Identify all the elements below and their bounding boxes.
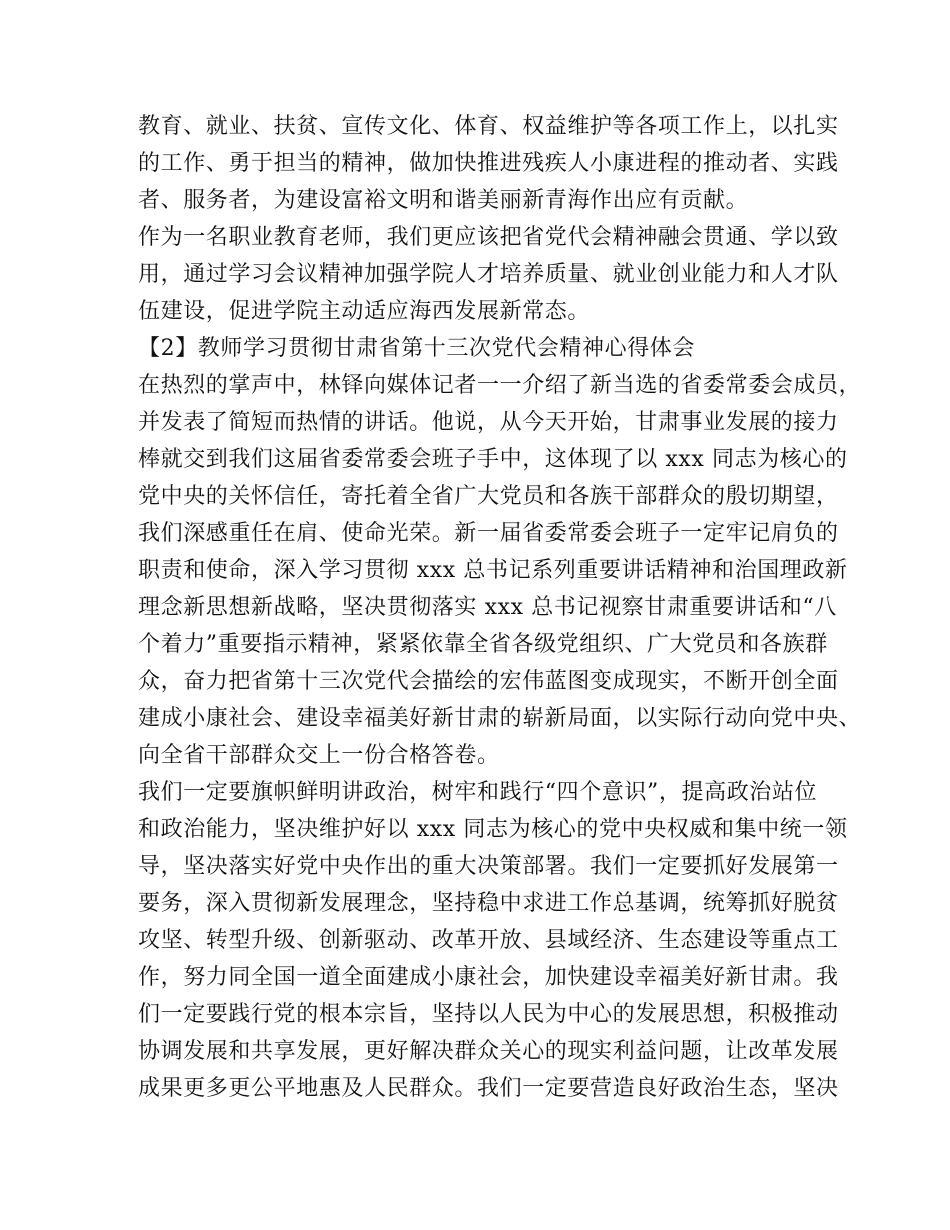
text-line: 要务，深入贯彻新发展理念，坚持稳中求进工作总基调，统筹抓好脱贫 xyxy=(138,891,839,916)
text-line: 协调发展和共享发展，更好解决群众关心的现实利益问题，让改革发展 xyxy=(138,1039,839,1064)
text-line: 作为一名职业教育老师，我们更应该把省党代会精神融会贯通、学以致 xyxy=(138,225,839,250)
text-line: 导，坚决落实好党中央作出的重大决策部署。我们一定要抓好发展第一 xyxy=(138,854,839,879)
text-line: 党中央的关怀信任，寄托着全省广大党员和各族干部群众的殷切期望， xyxy=(138,484,839,509)
text-line: 我们一定要旗帜鲜明讲政治，树牢和践行“四个意识”，提高政治站位 xyxy=(138,780,818,805)
text-line: 我们深感重任在肩、使命光荣。新一届省委常委会班子一定牢记肩负的 xyxy=(138,521,839,546)
section-heading: 【2】教师学习贯彻甘肃省第十三次党代会精神心得体会 xyxy=(138,336,695,361)
text-line: 和政治能力，坚决维护好以 xxx 同志为核心的党中央权威和集中统一领 xyxy=(138,817,848,842)
text-line: 向全省干部群众交上一份合格答卷。 xyxy=(138,743,500,768)
text-line: 用，通过学习会议精神加强学院人才培养质量、就业创业能力和人才队 xyxy=(138,262,839,287)
text-line: 伍建设，促进学院主动适应海西发展新常态。 xyxy=(138,299,591,324)
text-line: 攻坚、转型升级、创新驱动、改革开放、县域经济、生态建设等重点工 xyxy=(138,928,839,953)
text-line: 个着力”重要指示精神，紧紧依靠全省各级党组织、广大党员和各族群 xyxy=(138,632,828,657)
text-line: 建成小康社会、建设幸福美好新甘肃的崭新局面，以实际行动向党中央、 xyxy=(138,706,862,731)
text-line: 职责和使命，深入学习贯彻 xxx 总书记系列重要讲话精神和治国理政新 xyxy=(138,558,848,583)
text-line: 的工作、勇于担当的精神，做加快推进残疾人小康进程的推动者、实践 xyxy=(138,151,839,176)
text-line: 并发表了简短而热情的讲话。他说，从今天开始，甘肃事业发展的接力 xyxy=(138,410,839,435)
text-line: 者、服务者，为建设富裕文明和谐美丽新青海作出应有贡献。 xyxy=(138,188,749,213)
text-line: 作，努力同全国一道全面建成小康社会，加快建设幸福美好新甘肃。我 xyxy=(138,965,839,990)
text-line: 理念新思想新战略，坚决贯彻落实 xxx 总书记视察甘肃重要讲话和“八 xyxy=(138,595,837,620)
text-line: 教育、就业、扶贫、宣传文化、体育、权益维护等各项工作上，以扎实 xyxy=(138,114,839,139)
text-line: 成果更多更公平地惠及人民群众。我们一定要营造良好政治生态，坚决 xyxy=(138,1076,839,1101)
text-line: 众，奋力把省第十三次党代会描绘的宏伟蓝图变成现实，不断开创全面 xyxy=(138,669,839,694)
text-line: 棒就交到我们这届省委常委会班子手中，这体现了以 xxx 同志为核心的 xyxy=(138,447,848,472)
text-line: 们一定要践行党的根本宗旨，坚持以人民为中心的发展思想，积极推动 xyxy=(138,1002,839,1027)
document-body xyxy=(138,108,862,1107)
text-line: 在热烈的掌声中，林铎向媒体记者一一介绍了新当选的省委常委会成员， xyxy=(138,373,862,398)
